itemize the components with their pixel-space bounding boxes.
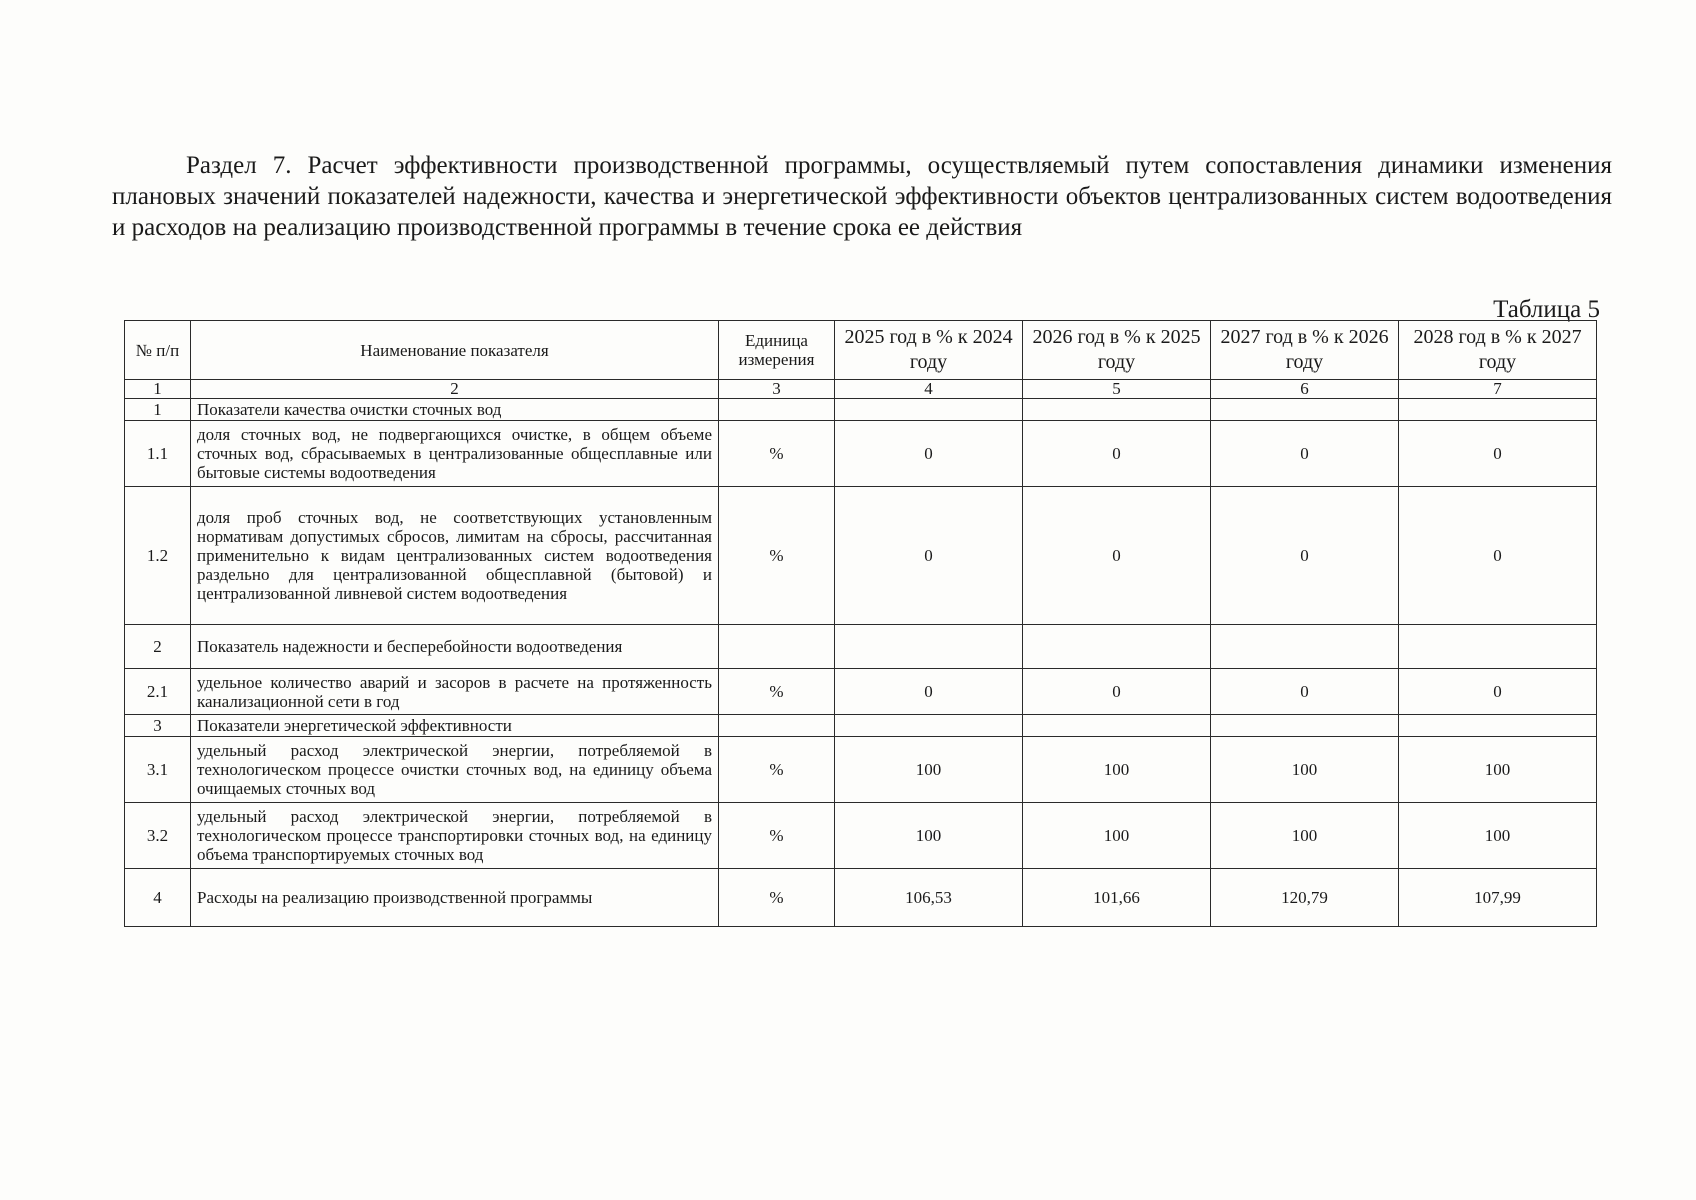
row-value-2026: 0 [1023,421,1211,487]
row-value-2028 [1399,625,1597,669]
column-number: 3 [719,380,835,399]
row-num: 4 [125,869,191,927]
row-value-2028: 100 [1399,803,1597,869]
row-num: 1.1 [125,421,191,487]
row-unit: % [719,737,835,803]
row-value-2027: 120,79 [1211,869,1399,927]
row-value-2025: 106,53 [835,869,1023,927]
header-num: № п/п [125,321,191,380]
row-name: Показатели энергетической эффективности [191,715,719,737]
column-numbers-row [125,380,1597,399]
row-name: удельное количество аварий и засоров в расчете на протяженность канализационной сети в год [191,669,719,715]
row-value-2027: 0 [1211,669,1399,715]
header-unit: Единица измерения [719,321,835,380]
header-2025: 2025 год в % к 2024 году [835,321,1023,380]
table-row [125,487,1597,625]
row-value-2028 [1399,715,1597,737]
table-row-section [125,625,1597,669]
row-value-2025 [835,715,1023,737]
row-value-2026: 0 [1023,669,1211,715]
row-value-2027 [1211,715,1399,737]
row-name: Показатель надежности и бесперебойности водоотведения [191,625,719,669]
row-unit: % [719,421,835,487]
row-value-2025: 100 [835,737,1023,803]
row-value-2026: 100 [1023,737,1211,803]
table-row-section [125,399,1597,421]
column-number: 2 [191,380,719,399]
table-caption: Таблица 5 [1493,296,1600,323]
row-unit [719,625,835,669]
row-value-2025: 100 [835,803,1023,869]
row-name: Показатели качества очистки сточных вод [191,399,719,421]
column-number: 1 [125,380,191,399]
row-num: 3.1 [125,737,191,803]
row-value-2027 [1211,625,1399,669]
row-value-2025: 0 [835,669,1023,715]
row-num: 2.1 [125,669,191,715]
row-num: 1.2 [125,487,191,625]
column-number: 6 [1211,380,1399,399]
row-value-2026 [1023,625,1211,669]
header-2027: 2027 год в % к 2026 году [1211,321,1399,380]
row-unit [719,715,835,737]
row-unit [719,399,835,421]
table-row [125,421,1597,487]
row-name: доля сточных вод, не подвергающихся очистке, в общем объеме сточных вод, сбрасываемых в централизованные общесплавные или бытовые системы водоотведения [191,421,719,487]
row-value-2027: 0 [1211,487,1399,625]
table-row [125,803,1597,869]
header-2028: 2028 год в % к 2027 году [1399,321,1597,380]
table-header-row [125,321,1597,380]
row-value-2027: 0 [1211,421,1399,487]
row-unit: % [719,487,835,625]
row-value-2026: 100 [1023,803,1211,869]
row-value-2028: 107,99 [1399,869,1597,927]
table-row [125,737,1597,803]
row-value-2025 [835,399,1023,421]
row-value-2028: 0 [1399,421,1597,487]
row-value-2027: 100 [1211,737,1399,803]
row-num: 3 [125,715,191,737]
row-name: удельный расход электрической энергии, потребляемой в технологическом процессе транспортировки сточных вод, на единицу объема транспортируемых сточных вод [191,803,719,869]
row-value-2026 [1023,399,1211,421]
row-value-2027 [1211,399,1399,421]
table-row-section [125,715,1597,737]
table-row-total [125,869,1597,927]
section-heading: Раздел 7. Расчет эффективности производственной программы, осуществляемый путем сопоставления динамики изменения плановых значений показателей надежности, качества и энергетической эффективности объектов централизованных систем водоотведения и расходов на реализацию производственной программы в течение срока ее действия [112,152,1612,241]
row-value-2027: 100 [1211,803,1399,869]
column-number: 4 [835,380,1023,399]
row-value-2025 [835,625,1023,669]
row-name: доля проб сточных вод, не соответствующих установленным нормативам допустимых сбросов, лимитам на сбросы, рассчитанная применительно к видам централизованных систем водоотведения раздельно для централизованной общесплавной (бытовой) и централизованной ливневой систем водоотведения [191,487,719,625]
row-value-2028: 100 [1399,737,1597,803]
column-number: 5 [1023,380,1211,399]
row-value-2025: 0 [835,421,1023,487]
row-unit: % [719,669,835,715]
row-unit: % [719,869,835,927]
row-value-2028 [1399,399,1597,421]
row-value-2026: 101,66 [1023,869,1211,927]
row-value-2026 [1023,715,1211,737]
table-row [125,669,1597,715]
row-value-2028: 0 [1399,487,1597,625]
efficiency-table [124,320,1597,927]
row-num: 1 [125,399,191,421]
header-2026: 2026 год в % к 2025 году [1023,321,1211,380]
row-unit: % [719,803,835,869]
row-value-2025: 0 [835,487,1023,625]
row-value-2026: 0 [1023,487,1211,625]
row-value-2028: 0 [1399,669,1597,715]
row-name: удельный расход электрической энергии, потребляемой в технологическом процессе очистки сточных вод, на единицу объема очищаемых сточных вод [191,737,719,803]
row-num: 2 [125,625,191,669]
row-num: 3.2 [125,803,191,869]
header-name: Наименование показателя [191,321,719,380]
column-number: 7 [1399,380,1597,399]
row-name: Расходы на реализацию производственной программы [191,869,719,927]
